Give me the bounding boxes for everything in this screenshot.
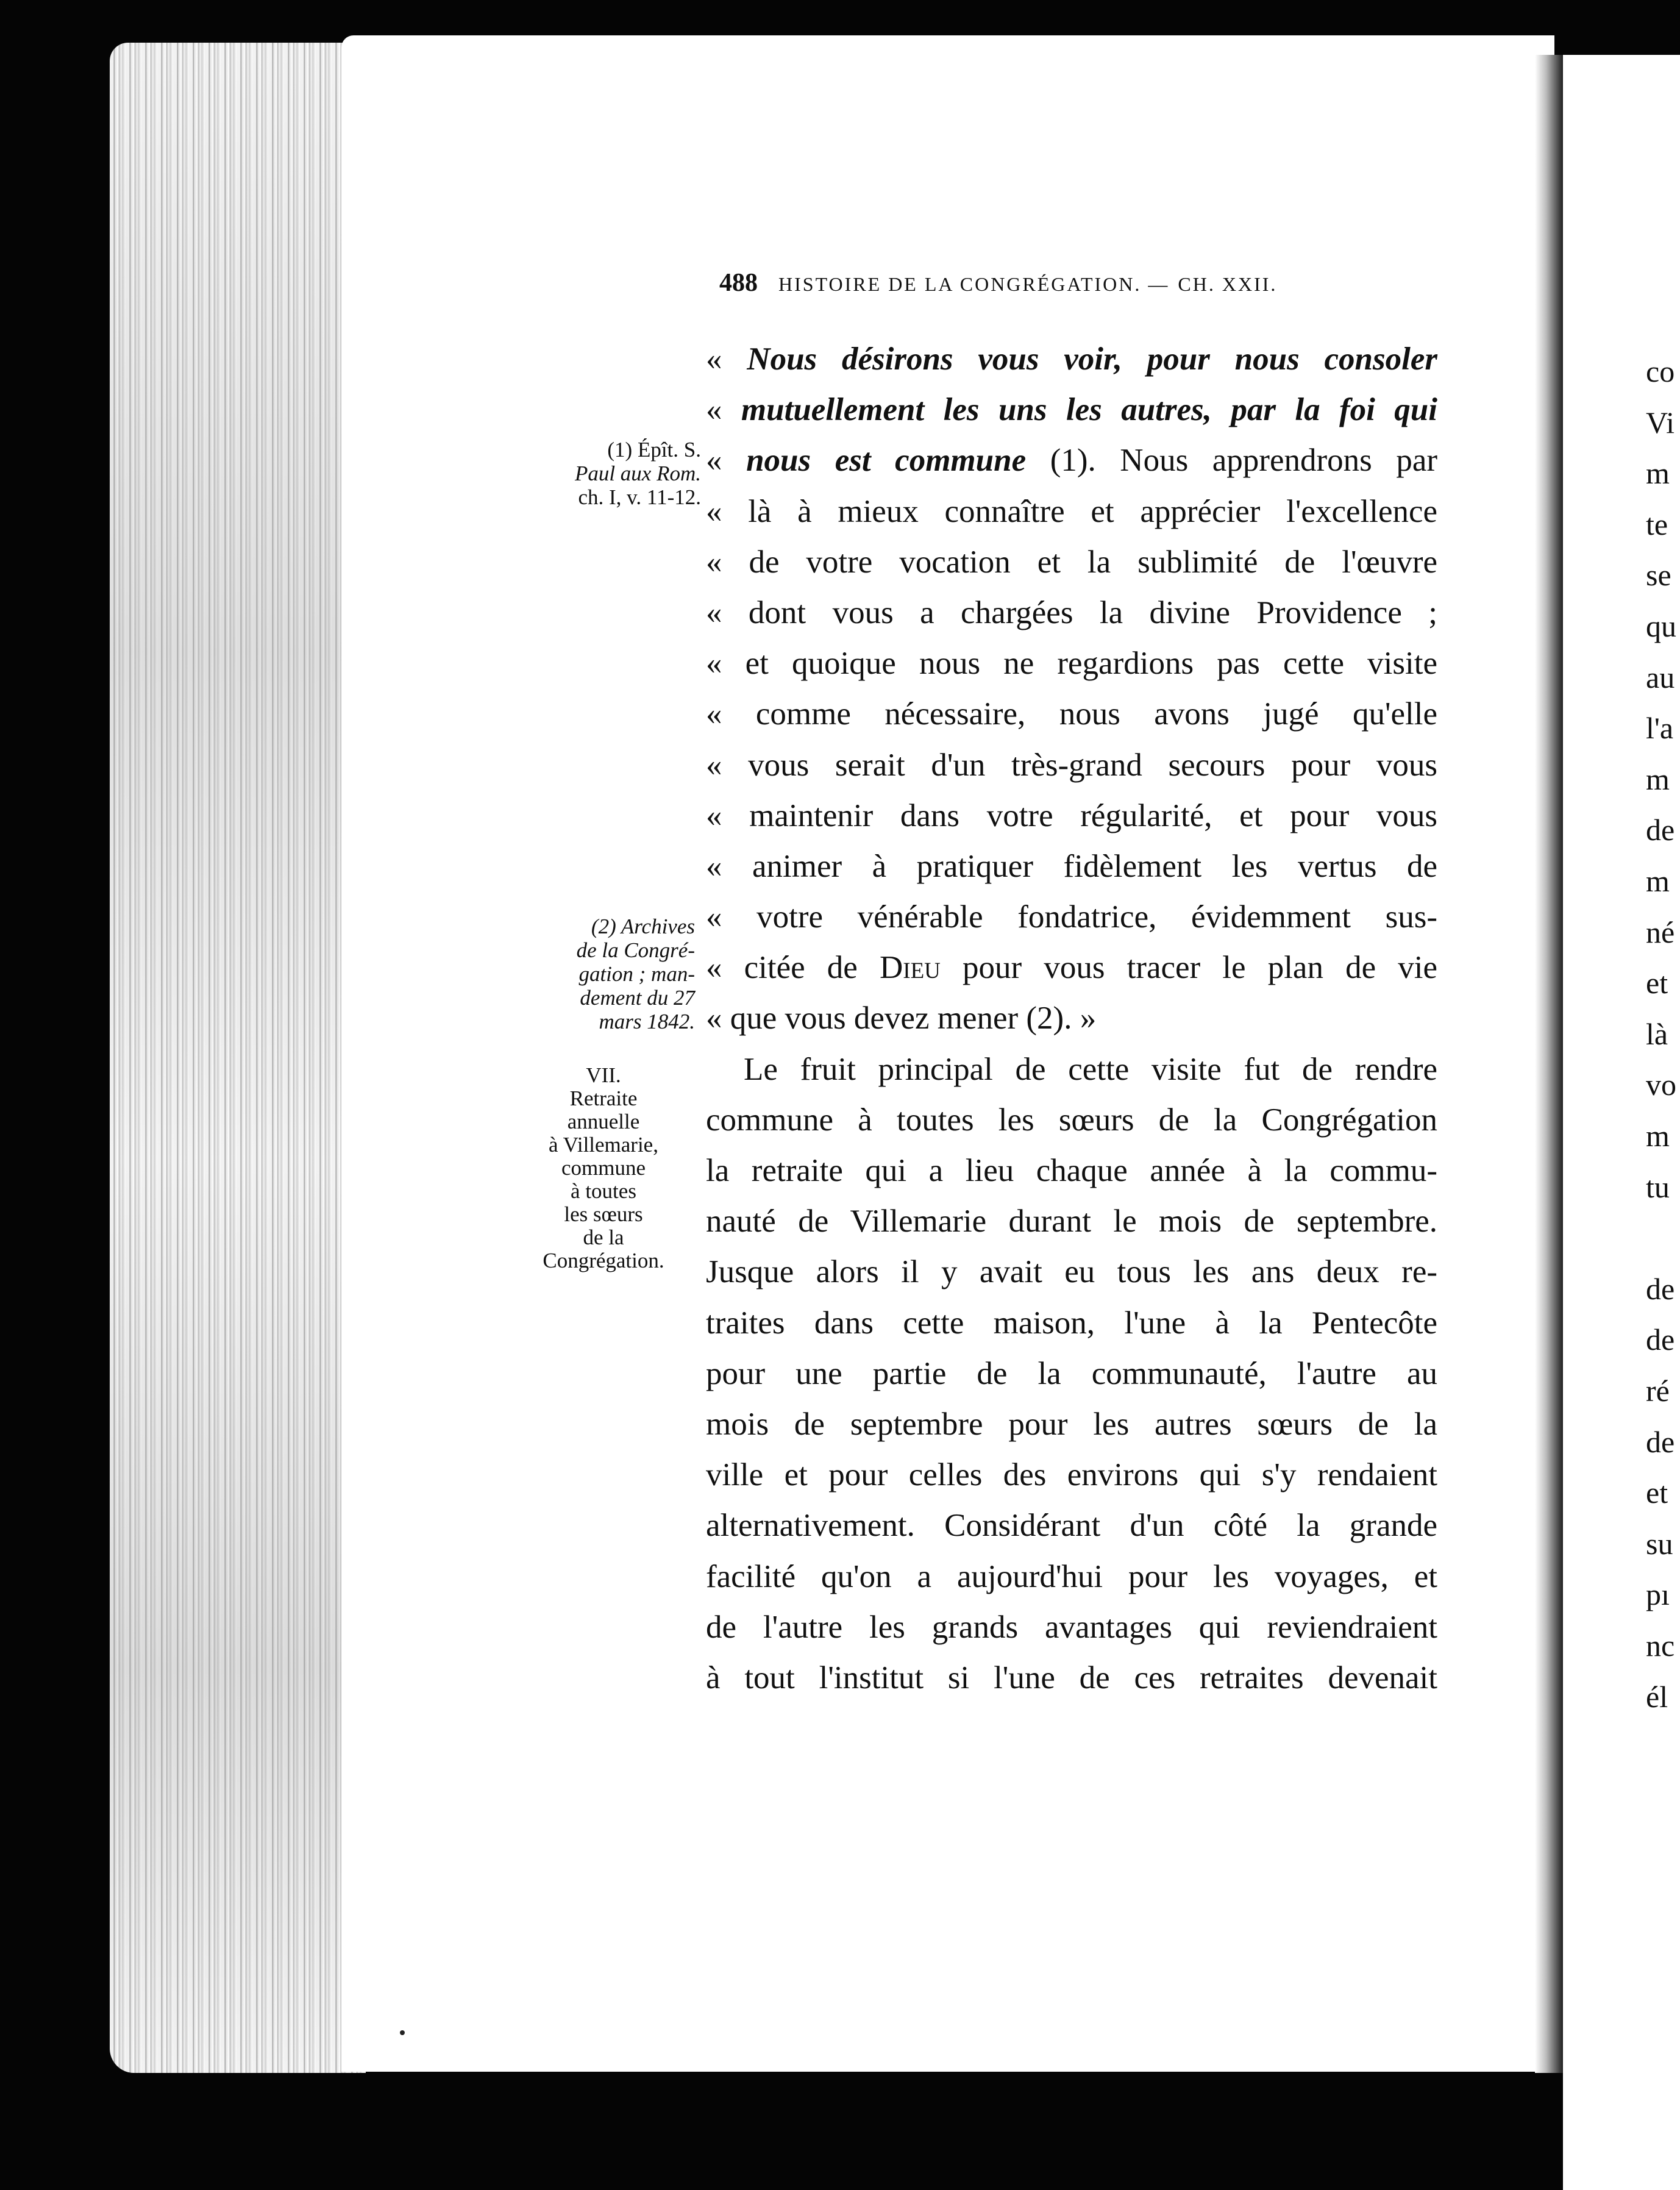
- quote-mark: «: [706, 950, 744, 986]
- line-text: nauté de Villemarie durant le mois de septembre.: [706, 1204, 1437, 1239]
- margin-note-line: mars 1842.: [599, 1010, 695, 1033]
- facing-page-fragment: se: [1646, 558, 1671, 593]
- margin-note-footnote-2: [512, 915, 695, 1033]
- facing-page-fragment: qu: [1646, 609, 1676, 643]
- line-text: Jusque alors il y avait eu tous les ans deux re-: [706, 1254, 1437, 1290]
- text-line: [706, 1653, 1437, 1703]
- text-line: [706, 1552, 1437, 1602]
- facing-page-fragment: él: [1646, 1679, 1668, 1714]
- margin-note-section-summary: [524, 1064, 683, 1272]
- line-text: que vous devez mener (2). »: [730, 1000, 1097, 1036]
- margin-note-line: Congrégation.: [543, 1249, 664, 1272]
- facing-page-fragment: de: [1646, 1322, 1675, 1357]
- quote-mark: «: [706, 392, 741, 428]
- text-line: [706, 537, 1437, 588]
- line-text: (1). Nous apprendrons par: [1026, 443, 1437, 479]
- facing-page-fragment: m: [1646, 1119, 1670, 1153]
- line-text: citée de: [744, 950, 880, 986]
- italic-quote-text: mutuellement les uns les autres, par la foi qui: [741, 392, 1437, 428]
- margin-note-line: les sœurs: [564, 1202, 643, 1226]
- line-text: animer à pratiquer fidèlement les vertus de: [752, 848, 1437, 884]
- line-text: dont vous a chargées la divine Providence ;: [748, 594, 1437, 630]
- text-line: [706, 892, 1437, 943]
- facing-page-fragment: co: [1646, 354, 1675, 388]
- facing-page-fragment: m: [1646, 864, 1670, 898]
- margin-note-line: de la: [583, 1225, 624, 1249]
- margin-note-line: dement du 27: [580, 986, 695, 1010]
- facing-page-fragment: et: [1646, 1475, 1668, 1510]
- margin-note-line: VII.: [586, 1063, 621, 1087]
- facing-page-fragment: de: [1646, 1271, 1675, 1306]
- text-line: [706, 1146, 1437, 1196]
- line-text: de votre vocation et la sublimité de l'œuvre: [749, 544, 1437, 580]
- text-line: [706, 943, 1437, 993]
- line-text: commune à toutes les sœurs de la Congrégation: [706, 1102, 1437, 1138]
- text-line: [706, 1450, 1437, 1500]
- line-text: vous serait d'un très-grand secours pour vous: [748, 747, 1437, 783]
- margin-note-line: ch. I, v. 11-12.: [578, 485, 701, 509]
- line-text: traites dans cette maison, l'une à la Pentecôte: [706, 1305, 1437, 1341]
- margin-note-line: Retraite: [569, 1086, 638, 1110]
- facing-page-fragment: au: [1646, 660, 1675, 694]
- facing-page-fragment: su: [1646, 1526, 1673, 1561]
- margin-note-line: de la Congré-: [576, 938, 695, 962]
- line-text: de l'autre les grands avantages qui reviendraient: [706, 1609, 1437, 1645]
- italic-quote-text: nous est commune: [746, 443, 1027, 479]
- facing-page-fragment: Vi: [1646, 405, 1675, 440]
- facing-page-fragment: et: [1646, 966, 1668, 1000]
- quote-mark: «: [706, 443, 747, 479]
- quote-mark: «: [706, 797, 750, 833]
- text-line: [706, 841, 1437, 892]
- quote-mark: «: [706, 544, 749, 580]
- margin-note-line: gation ; man-: [578, 962, 695, 986]
- text-line: [706, 435, 1437, 486]
- text-line: [706, 740, 1437, 791]
- line-text: Le fruit principal de cette visite fut de rendre: [744, 1051, 1437, 1087]
- text-line: [706, 588, 1437, 638]
- text-line: [706, 385, 1437, 435]
- quote-mark: «: [706, 341, 747, 377]
- facing-page-fragment: tu: [1646, 1169, 1670, 1204]
- margin-note-line: à Villemarie,: [549, 1133, 658, 1157]
- quote-mark: «: [706, 646, 746, 682]
- facing-page-fragment: là: [1646, 1016, 1668, 1051]
- italic-quote-text: Nous désirons vous voir, pour nous consoler: [747, 341, 1438, 377]
- facing-page-fragment: pı: [1646, 1577, 1670, 1612]
- text-line: [706, 993, 1437, 1044]
- quote-mark: «: [706, 899, 757, 935]
- quote-mark: «: [706, 848, 752, 884]
- facing-page-fragment: m: [1646, 762, 1670, 796]
- text-line: [706, 1602, 1437, 1653]
- speck: [400, 2030, 405, 2035]
- body-text: [706, 334, 1437, 1703]
- facing-page-fragment: ré: [1646, 1374, 1670, 1408]
- facing-page-fragment: l'a: [1646, 711, 1674, 746]
- text-line: [706, 1044, 1437, 1095]
- book-page-edges: [110, 43, 366, 2073]
- facing-page-fragment: né: [1646, 915, 1675, 949]
- line-text: facilité qu'on a aujourd'hui pour les voyages, et: [706, 1558, 1437, 1594]
- quote-mark: «: [706, 493, 749, 529]
- book-gutter: [1535, 55, 1563, 2073]
- facing-page-fragment: vo: [1646, 1068, 1676, 1102]
- line-text: là à mieux connaître et apprécier l'excellence: [748, 493, 1438, 529]
- line-text: pour vous tracer le plan de vie: [940, 950, 1437, 986]
- text-line: [706, 791, 1437, 841]
- running-header: [719, 268, 1372, 305]
- text-line: [706, 1196, 1437, 1247]
- line-text: et quoique nous ne regardions pas cette visite: [745, 646, 1438, 682]
- text-line: [706, 689, 1437, 740]
- text-line: [706, 1500, 1437, 1551]
- facing-page-fragment: de: [1646, 813, 1675, 847]
- text-line: [706, 487, 1437, 537]
- chapter-label: CH. XXII.: [1178, 273, 1278, 295]
- quote-mark: «: [706, 747, 749, 783]
- line-text: comme nécessaire, nous avons jugé qu'elle: [755, 696, 1437, 732]
- text-line: [706, 1095, 1437, 1146]
- margin-note-line: Paul aux Rom.: [574, 462, 701, 485]
- text-line: [706, 638, 1437, 689]
- running-title: HISTOIRE DE LA CONGRÉGATION. —: [778, 273, 1170, 295]
- line-text: ville et pour celles des environs qui s'y rendaient: [706, 1457, 1437, 1493]
- text-line: [706, 1349, 1437, 1399]
- facing-page-fragment: te: [1646, 507, 1668, 541]
- margin-note-line: commune: [561, 1156, 646, 1180]
- facing-page-fragment: nc: [1646, 1628, 1675, 1663]
- facing-page-fragment: de: [1646, 1424, 1675, 1459]
- text-line: [706, 1399, 1437, 1450]
- line-text: mois de septembre pour les autres sœurs de la: [706, 1406, 1437, 1442]
- page-number: 488: [719, 269, 758, 297]
- text-line: [706, 334, 1437, 385]
- line-text: à tout l'institut si l'une de ces retraites devenait: [706, 1660, 1437, 1696]
- facing-page-fragment: m: [1646, 456, 1670, 491]
- line-text: pour une partie de la communauté, l'autre au: [706, 1355, 1437, 1391]
- margin-note-line: annuelle: [567, 1110, 640, 1133]
- margin-note-line: (2) Archives: [591, 915, 695, 938]
- margin-note-footnote-1: [512, 438, 701, 509]
- line-text: maintenir dans votre régularité, et pour vous: [749, 797, 1438, 833]
- text-line: [706, 1247, 1437, 1297]
- line-text: votre vénérable fondatrice, évidemment sus-: [756, 899, 1438, 935]
- line-text: la retraite qui a lieu chaque année à la commu-: [706, 1153, 1437, 1188]
- small-caps-word: Dieu: [879, 950, 941, 986]
- margin-note-line: (1) Épît. S.: [607, 438, 701, 462]
- text-line: [706, 1298, 1437, 1349]
- quote-mark: «: [706, 696, 756, 732]
- line-text: alternativement. Considérant d'un côté la grande: [706, 1508, 1437, 1544]
- margin-note-line: à toutes: [571, 1179, 636, 1203]
- quote-mark: «: [706, 594, 749, 630]
- quote-mark: «: [706, 1000, 730, 1036]
